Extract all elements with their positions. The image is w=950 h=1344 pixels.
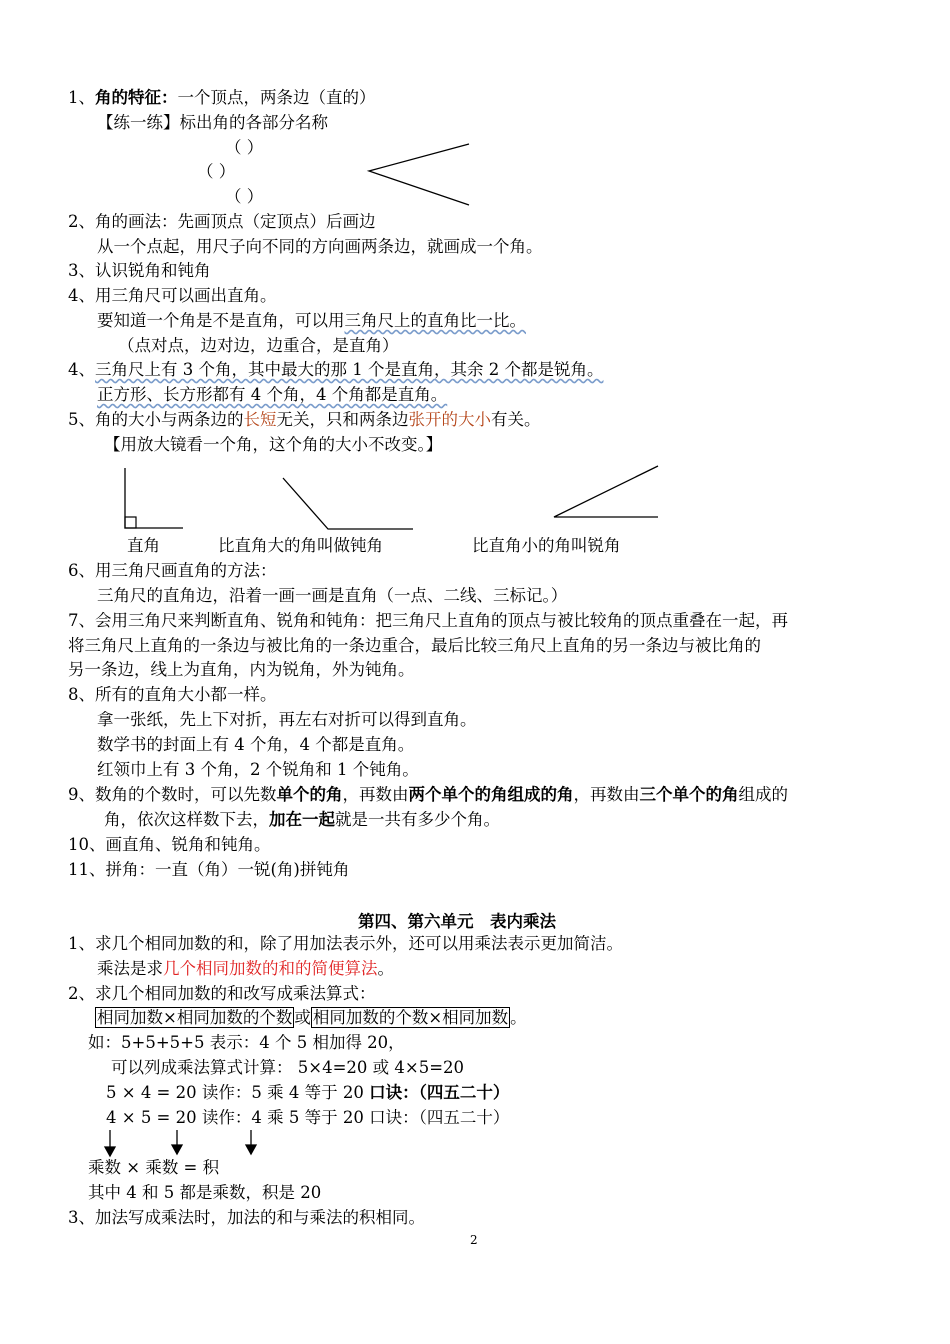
item-9-cont: 角，依次这样数下去，加在一起就是一共有多少个角。 — [104, 810, 500, 829]
mult-2-forms: 相同加数×相同加数的个数 或 相同加数的个数×相同加数 。 — [97, 1008, 527, 1027]
mult-2-read-1: 5 × 4 = 20 读作：5 乘 4 等于 20 口诀：（四五二十） — [106, 1083, 510, 1102]
item-6-detail: 三角尺的直角边，沿着一画一画是直角（一点、二线、三标记。） — [97, 586, 568, 605]
item-4: 4、用三角尺可以画出直角。 — [68, 286, 277, 305]
mult-2-terms: 乘数 × 乘数 = 积 — [88, 1158, 220, 1177]
mult-2-example: 如：5+5+5+5 表示：4 个 5 相加得 20， — [88, 1033, 405, 1052]
item-10: 10、画直角、锐角和钝角。 — [68, 835, 271, 854]
mult-2-equations: 可以列成乘法算式计算： 5×4=20 或 4×5=20 — [111, 1058, 465, 1077]
arrows-figure — [100, 1128, 270, 1158]
mult-3: 3、加法写成乘法时，加法的和与乘法的积相同。 — [68, 1208, 425, 1227]
item-7-line-3: 另一条边，线上为直角，内为锐角，外为钝角。 — [68, 660, 415, 679]
caption-obtuse: 比直角大的角叫做钝角 — [218, 536, 383, 555]
item-4-triangle: 4、三角尺上有 3 个角，其中最大的那 1 个是直角，其余 2 个都是锐角。 — [68, 360, 604, 379]
mult-2-terms-note: 其中 4 和 5 都是乘数，积是 20 — [88, 1183, 322, 1202]
angle-figure — [365, 140, 475, 210]
item-2: 2、角的画法：先画顶点（定顶点）后画边 — [68, 212, 376, 231]
acute-angle-figure — [548, 460, 663, 525]
item-4-tip: （点对点，边对边，边重合，是直角） — [118, 336, 399, 355]
section-title: 第四、第六单元 表内乘法 — [358, 912, 556, 931]
page-number: 2 — [470, 1233, 478, 1247]
item-5-note: 【用放大镜看一个角，这个角的大小不改变。】 — [104, 435, 443, 454]
item-1: 1、角的特征：一个顶点，两条边（直的） — [68, 88, 376, 107]
mult-1-def: 乘法是求几个相同加数的和的简便算法。 — [97, 959, 394, 978]
item-5: 5、角的大小与两条边的长短无关，只和两条边张开的大小有关。 — [68, 410, 541, 429]
mult-1: 1、求几个相同加数的和，除了用加法表示外，还可以用乘法表示更加简洁。 — [68, 934, 623, 953]
item-8-book: 数学书的封面上有 4 个角，4 个都是直角。 — [97, 735, 415, 754]
blank-3: （ ） — [225, 187, 264, 206]
item-8: 8、所有的直角大小都一样。 — [68, 685, 277, 704]
item-4-square: 正方形、长方形都有 4 个角，4 个角都是直角。 — [97, 385, 448, 404]
item-6: 6、用三角尺画直角的方法： — [68, 561, 277, 580]
item-9: 9、数角的个数时，可以先数单个的角，再数由两个单个的角组成的角，再数由三个单个的角组成的 — [68, 785, 788, 804]
item-7-line-1: 7、会用三角尺来判断直角、锐角和钝角：把三角尺上直角的顶点与被比较角的顶点重叠在一起，再 — [68, 611, 788, 630]
item-4-detail: 要知道一个角是不是直角，可以用三角尺上的直角比一比。 — [97, 311, 526, 330]
blank-1: （ ） — [225, 138, 264, 157]
mult-2: 2、求几个相同加数的和改写成乘法算式： — [68, 984, 376, 1003]
item-8-scarf: 红领巾上有 3 个角，2 个锐角和 1 个钝角。 — [97, 760, 419, 779]
item-7-line-2: 将三角尺上直角的一条边与被比角的一条边重合，最后比较三角尺上直角的另一条边与被比角的 — [68, 636, 761, 655]
item-8-paper: 拿一张纸，先上下对折，再左右对折可以得到直角。 — [97, 710, 477, 729]
item-2-detail: 从一个点起，用尺子向不同的方向画两条边，就画成一个角。 — [97, 237, 543, 256]
blank-2: （ ） — [197, 162, 236, 181]
item-3: 3、认识锐角和钝角 — [68, 261, 211, 280]
right-angle-figure — [115, 462, 195, 537]
caption-acute: 比直角小的角叫锐角 — [472, 536, 621, 555]
obtuse-angle-figure — [275, 472, 420, 537]
practice-label: 【练一练】标出角的各部分名称 — [97, 113, 328, 132]
caption-right-angle: 直角 — [127, 536, 160, 555]
item-11: 11、拼角：一直（角）一锐(角)拼钝角 — [68, 860, 350, 879]
mult-2-read-2: 4 × 5 = 20 读作：4 乘 5 等于 20 口诀：（四五二十） — [106, 1108, 510, 1127]
